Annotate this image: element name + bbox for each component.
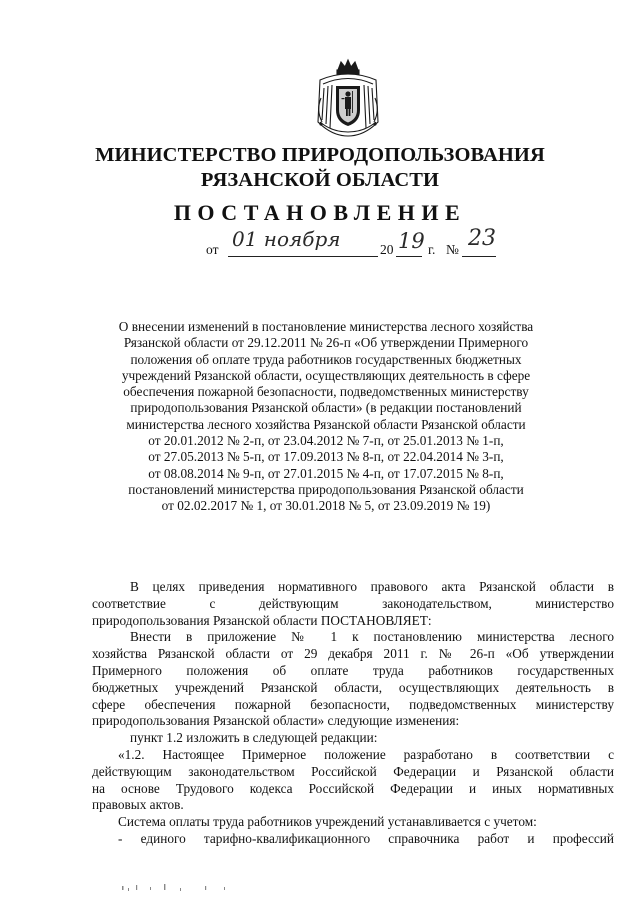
body-line: Система оплаты труда работников учреждений устанавливается с учетом: xyxy=(118,814,537,830)
year-underline xyxy=(396,256,422,257)
subject-line: Рязанской области от 29.12.2011 № 26-п «Об утверждении Примерного xyxy=(123,335,529,351)
body-line: действующим законодательством Российской Федерации и Рязанской области xyxy=(92,763,614,779)
date-prefix: от xyxy=(206,242,219,257)
date-number-line xyxy=(206,228,536,264)
handwritten-number: 23 xyxy=(468,226,496,251)
body-line: на основе Трудового кодекса Российской Федерации и иных нормативных xyxy=(92,780,614,796)
date-underline xyxy=(228,256,378,257)
number-underline xyxy=(462,256,496,257)
year-prefix: 20 xyxy=(380,242,394,257)
year-suffix: г. xyxy=(428,242,436,257)
ministry-name-line1: МИНИСТЕРСТВО ПРИРОДОПОЛЬЗОВАНИЯ xyxy=(95,144,545,166)
number-prefix: № xyxy=(446,242,459,257)
body-line: Внести в приложение № 1 к постановлению министерства лесного xyxy=(130,629,614,645)
body-line: соответствие с действующим законодательством, министерство xyxy=(92,595,614,611)
body-line: природопользования Рязанской области» следующие изменения: xyxy=(92,713,460,729)
body-line: Примерного положения об оплате труда работников государственных xyxy=(92,662,614,678)
ministry-name-line2: РЯЗАНСКОЙ ОБЛАСТИ xyxy=(200,169,440,191)
body-line: правовых актов. xyxy=(92,797,184,813)
body-line: - единого тарифно-квалификационного справочника работ и профессий xyxy=(118,830,614,846)
body-line: пункт 1.2 изложить в следующей редакции: xyxy=(130,730,378,746)
subject-line: обеспечения пожарной безопасности, подведомственных министерству xyxy=(123,384,529,400)
subject-line: от 02.02.2017 № 1, от 30.01.2018 № 5, от 23.09.2019 № 19) xyxy=(161,498,491,514)
subject-line: от 08.08.2014 № 9-п, от 27.01.2015 № 4-п, от 17.07.2015 № 8-п, xyxy=(148,465,504,481)
subject-line: положения об оплате труда работников государственных бюджетных xyxy=(130,351,522,367)
subject-line: О внесении изменений в постановление министерства лесного хозяйства xyxy=(118,319,534,334)
subject-line: от 20.01.2012 № 2-п, от 23.04.2012 № 7-п, от 25.01.2013 № 1-п, xyxy=(148,433,504,449)
document-type-title: ПОСТАНОВЛЕНИЕ xyxy=(173,200,467,225)
subject-line: природопользования Рязанской области» (в редакции постановлений xyxy=(130,400,522,416)
handwritten-year: 19 xyxy=(398,229,425,253)
subject-line: постановлений министерства природопользования Рязанской области xyxy=(128,481,524,497)
subject-line: министерства лесного хозяйства Рязанской области Рязанской области xyxy=(126,416,526,432)
body-line: природопользования Рязанской области ПОСТАНОВЛЯЕТ: xyxy=(92,612,432,628)
scan-marks xyxy=(120,880,240,894)
body-line: сфере обеспечения пожарной безопасности, подведомственных министерству xyxy=(92,696,614,712)
coat-of-arms-icon xyxy=(312,58,384,138)
body-line: «1.2. Настоящее Примерное положение разработано в соответствии с xyxy=(118,746,614,762)
subject-line: учреждений Рязанской области, осуществляющих деятельность в сфере xyxy=(121,367,531,383)
subject-line: от 27.05.2013 № 5-п, от 17.09.2013 № 8-п, от 22.04.2014 № 3-п, xyxy=(148,449,504,465)
decree-body xyxy=(92,579,614,848)
decree-subject xyxy=(100,319,552,515)
body-line: хозяйства Рязанской области от 29 декабря 2011 г. № 26-п «Об утверждении xyxy=(92,646,614,662)
body-line: В целях приведения нормативного правового акта Рязанской области в xyxy=(130,579,614,594)
handwritten-date: 01 ноября xyxy=(232,227,341,251)
body-line: бюджетных учреждений Рязанской области, осуществляющих деятельность в xyxy=(92,679,614,695)
